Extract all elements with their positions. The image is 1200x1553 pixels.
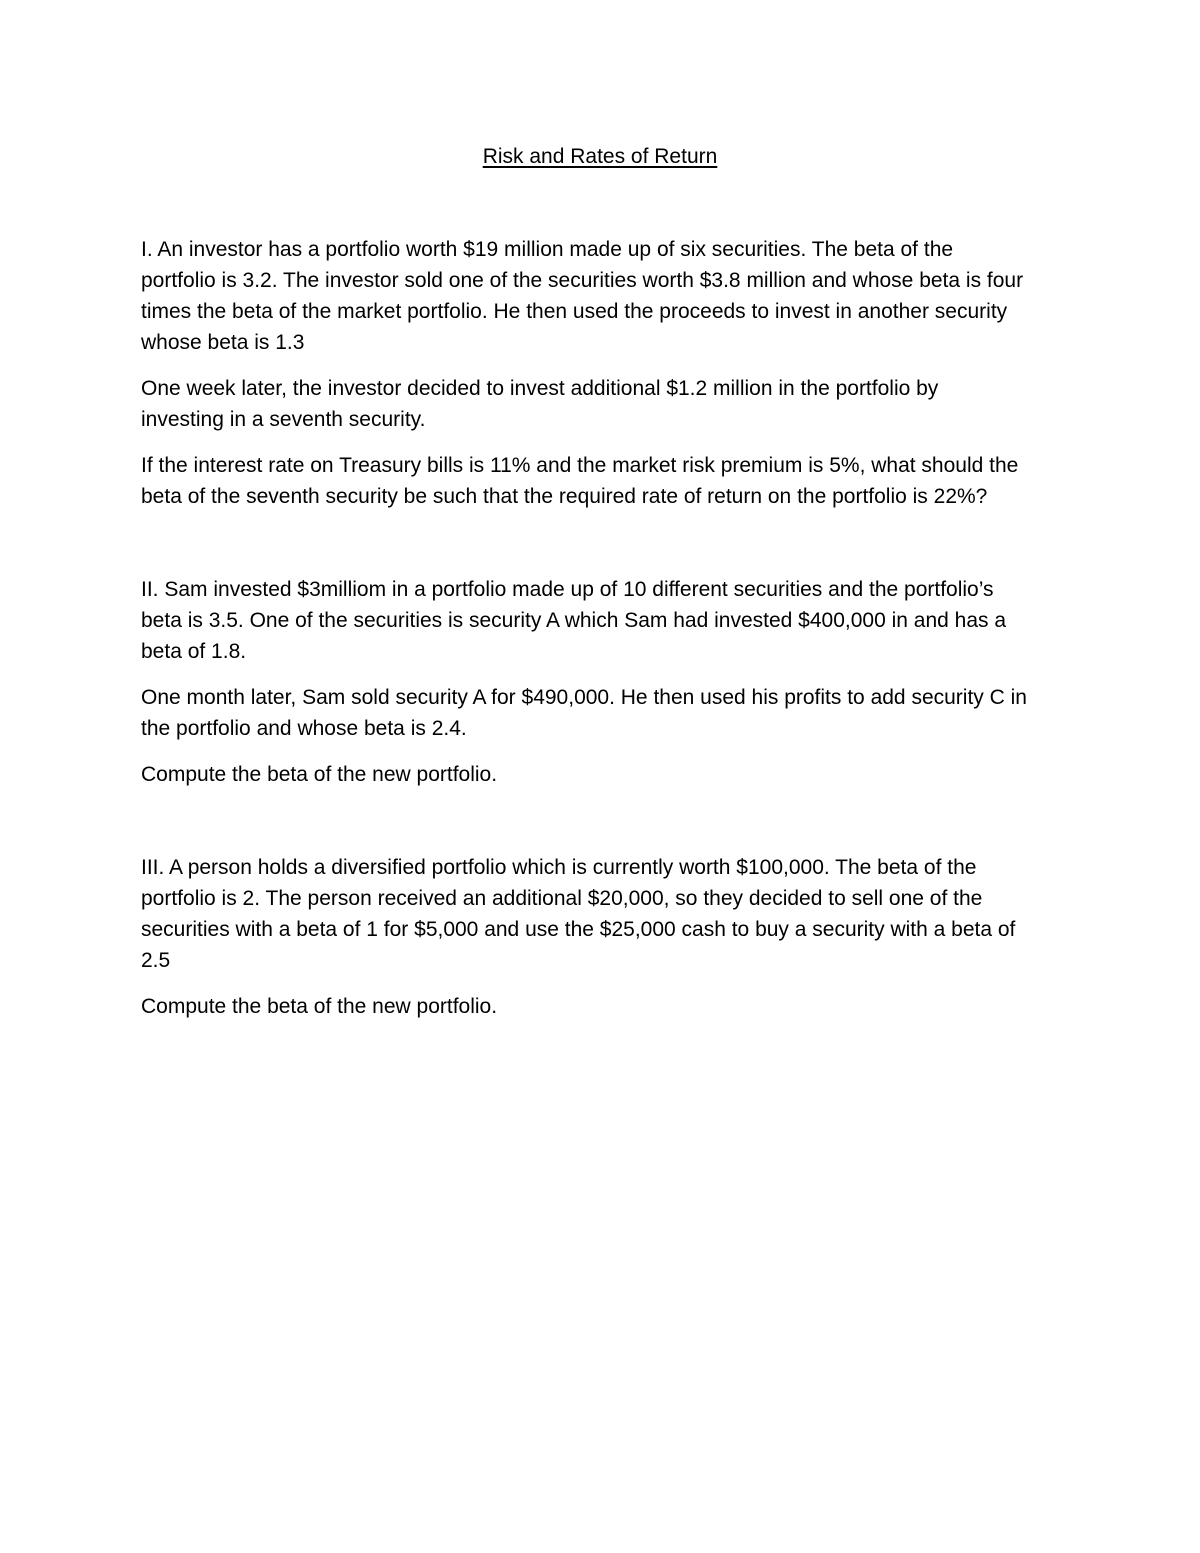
text-line: Compute the beta of the new portfolio. — [141, 763, 498, 786]
text-line: III. A person holds a diversified portfolio which is currently worth $100,000. The beta of the — [141, 856, 977, 879]
paragraph — [141, 574, 1066, 667]
question-section-1 — [141, 234, 1066, 512]
text-line: whose beta is 1.3 — [141, 331, 305, 354]
text-line: I. An investor has a portfolio worth $19 million made up of six securities. The beta of the — [141, 238, 954, 261]
text-line: II. Sam invested $3milliom in a portfolio made up of 10 different securities and the portfolio’s — [141, 578, 994, 601]
text-line: Compute the beta of the new portfolio. — [141, 995, 498, 1018]
text-line: One month later, Sam sold security A for $490,000. He then used his profits to add security C in — [141, 686, 1027, 709]
text-line: portfolio is 2. The person received an additional $20,000, so they decided to sell one of the — [141, 887, 983, 910]
question-section-2 — [141, 574, 1066, 790]
text-line: beta is 3.5. One of the securities is security A which Sam had invested $400,000 in and has a — [141, 609, 1007, 632]
text-line: beta of the seventh security be such that the required rate of return on the portfolio is 22%? — [141, 485, 988, 508]
paragraph — [141, 373, 1066, 435]
question-section-3 — [141, 852, 1066, 1022]
document-title: Risk and Rates of Return — [482, 145, 718, 168]
paragraph — [141, 234, 1066, 358]
paragraph — [141, 991, 1066, 1022]
text-line: One week later, the investor decided to invest additional $1.2 million in the portfolio by — [141, 377, 939, 400]
paragraph — [141, 682, 1066, 744]
text-line: times the beta of the market portfolio. He then used the proceeds to invest in another security — [141, 300, 1008, 323]
document-body — [141, 234, 1066, 1022]
text-line: portfolio is 3.2. The investor sold one of the securities worth $3.8 million and whose beta is four — [141, 269, 1024, 292]
text-line: the portfolio and whose beta is 2.4. — [141, 717, 467, 740]
paragraph — [141, 450, 1066, 512]
paragraph — [141, 759, 1066, 790]
text-line: securities with a beta of 1 for $5,000 and use the $25,000 cash to buy a security with a beta of — [141, 918, 1016, 941]
text-line: beta of 1.8. — [141, 640, 247, 663]
paragraph — [141, 852, 1066, 976]
text-line: investing in a seventh security. — [141, 408, 426, 431]
text-line: 2.5 — [141, 949, 171, 972]
text-line: If the interest rate on Treasury bills is 11% and the market risk premium is 5%, what should the — [141, 454, 1019, 477]
